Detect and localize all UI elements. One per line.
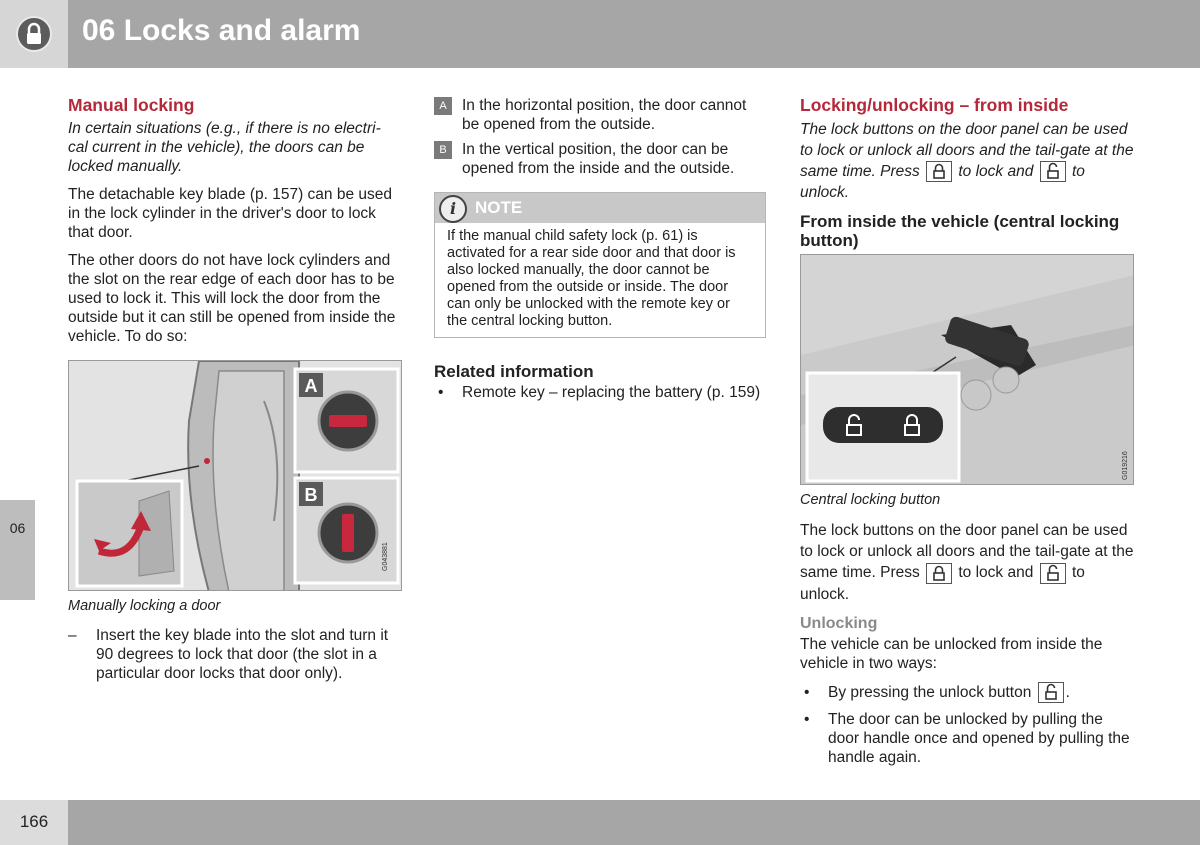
paragraph: The other doors do not have lock cylinders and the slot on the rear edge of each door has to be used to lock it. This will lock the door from the outside but it can still be opened from inside the vehicle. To do so:	[68, 252, 396, 345]
list-item	[800, 682, 1134, 704]
bullet-marker: •	[438, 384, 444, 401]
paragraph-part: to lock and	[958, 564, 1034, 582]
list-item-text: In the horizontal position, the door cannot be opened from the outside.	[462, 97, 747, 133]
figure-label-a: A	[304, 376, 318, 396]
list-item-end: .	[1065, 683, 1070, 701]
figure-code: G019216	[1122, 451, 1129, 481]
intro-text-part: The lock buttons on the door panel can be used to lock or unlock all doors and the tail-gate at the same time. Press	[800, 121, 1134, 180]
note-title: NOTE	[475, 198, 523, 217]
figure-central-locking	[800, 254, 1134, 485]
related-link-text[interactable]: Remote key – replacing the battery (p. 159)	[462, 384, 761, 401]
header-icon-cell	[0, 0, 68, 68]
list-item-text: The door can be unlocked by pulling the door handle once and opened by pulling the handle again.	[828, 710, 1130, 766]
section-heading-manual-locking: Manual locking	[68, 95, 195, 115]
unlocking-heading: Unlocking	[800, 614, 878, 632]
figure-manual-locking	[68, 360, 402, 591]
page-number: 166	[19, 812, 49, 831]
page-title: 06 Locks and alarm	[82, 14, 361, 47]
column-left	[68, 96, 400, 683]
column-middle	[434, 96, 766, 408]
paragraph: The detachable key blade (p. 157) can be used in the lock cylinder in the driver's door to lock that door.	[68, 186, 393, 241]
note-box	[434, 192, 766, 338]
paragraph-part: to unlock.	[800, 564, 1085, 603]
letter-badge-b: B	[434, 141, 452, 159]
unlock-button-icon	[1040, 161, 1066, 182]
chapter-tab	[0, 500, 35, 600]
bullet-marker: •	[804, 710, 810, 728]
letter-badge-a: A	[434, 97, 452, 115]
footer-bar	[68, 800, 1200, 845]
column-right	[800, 96, 1134, 773]
figure-code: G043881	[382, 542, 389, 571]
figure-label-b: B	[304, 485, 318, 505]
paragraph-part: The lock buttons on the door panel can be used to lock or unlock all doors and the tail-gate at the same time. Press	[800, 522, 1134, 582]
figure-caption: Central locking button	[800, 492, 941, 509]
intro-text-part: to lock and	[958, 163, 1034, 180]
list-item-text: By pressing the unlock button	[828, 683, 1032, 701]
unlock-button-icon	[1040, 563, 1066, 584]
section-heading-locking-unlocking: Locking/unlocking – from inside	[800, 95, 1069, 115]
related-information-heading: Related information	[434, 362, 594, 381]
info-icon: i	[439, 195, 467, 223]
figure-caption: Manually locking a door	[68, 598, 221, 614]
dash-marker: –	[68, 627, 77, 644]
intro-text-part: to unlock.	[800, 163, 1085, 202]
intro-text	[800, 119, 1134, 203]
lock-icon	[16, 16, 52, 52]
chapter-tab-label: 06	[9, 520, 26, 536]
unlock-button-icon	[1038, 682, 1064, 703]
list-item-text: In the vertical position, the door can be opened from the inside and the outside.	[462, 141, 735, 177]
note-body: If the manual child safety lock (p. 61) is activated for a rear side door and that door is also locked manually, the door cannot be opened from the outside or inside. The door can only be unlocked with the remote key or the central locking button.	[447, 228, 736, 329]
lock-button-icon	[926, 563, 952, 584]
list-item	[434, 140, 766, 178]
step-item	[68, 626, 400, 683]
list-item	[800, 710, 1134, 767]
intro-text: In certain situations (e.g., if there is no electri-cal current in the vehicle), the doors can be locked manually.	[68, 120, 381, 175]
note-header	[435, 193, 765, 223]
related-link-item[interactable]	[434, 383, 766, 402]
bullet-marker: •	[804, 683, 810, 701]
subheading-central-locking: From inside the vehicle (central locking button)	[800, 212, 1120, 251]
paragraph: The vehicle can be unlocked from inside the vehicle in two ways:	[800, 635, 1103, 672]
paragraph	[800, 520, 1134, 604]
list-item	[434, 96, 766, 134]
lock-button-icon	[926, 161, 952, 182]
step-text: Insert the key blade into the slot and turn it 90 degrees to lock that door (the slot in a particular door locks that door only).	[96, 627, 389, 682]
